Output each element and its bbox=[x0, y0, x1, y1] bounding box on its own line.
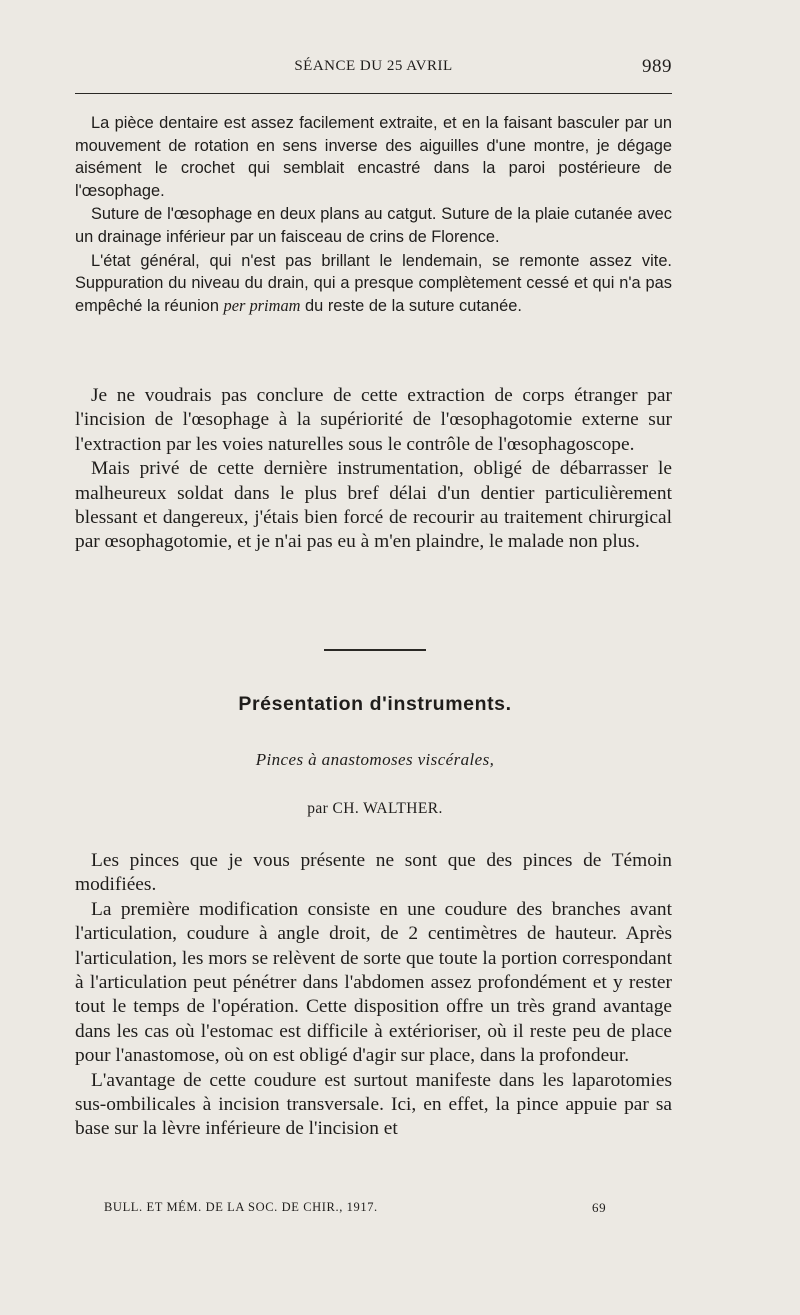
case-report-text bbox=[75, 112, 672, 317]
section-title: Présentation d'instruments. bbox=[238, 693, 512, 715]
page-number: 989 bbox=[642, 56, 672, 77]
paragraph: L'avantage de cette coudure est surtout manifeste dans les laparotomies sus-ombilicales à incision transversale. Ici, en effet, la pince appuie par sa base sur la lèvre inférieure de l'incision et bbox=[75, 1069, 672, 1140]
journal-reference: BULL. ET MÉM. DE LA SOC. DE CHIR., 1917. bbox=[104, 1200, 378, 1214]
paragraph: La première modification consiste en une coudure des branches avant l'articulation, coudure à angle droit, de 2 centimètres de hauteur. Après l'articulation, les mors se relèvent de sorte que toute la portion correspondant à l'articulation peut pénétrer dans l'abdomen assez profondément et y rester tout le temps de l'opération. Cette disposition offre un très grand avantage dans les cas où l'estomac est difficile à extérioriser, où il reste peu de place pour l'anastomose, où on est obligé d'agir sur place, dans la profondeur. bbox=[75, 898, 672, 1067]
author-line: par CH. WALTHER. bbox=[307, 800, 443, 817]
page-footer bbox=[104, 1200, 634, 1220]
conclusion-text bbox=[75, 384, 672, 555]
paragraph: Les pinces que je vous présente ne sont que des pinces de Témoin modifiées. bbox=[75, 850, 672, 896]
paragraph: Je ne voudrais pas conclure de cette extraction de corps étranger par l'incision de l'œsophage à la supériorité de l'œsophagotomie externe sur l'extraction par les voies naturelles sous le contrôle de l'œsophagoscope. bbox=[75, 385, 672, 455]
paragraph: La pièce dentaire est assez facilement extraite, et en la faisant basculer par un mouvement de rotation en sens inverse des aiguilles d'une montre, je dégage aisément le crochet qui semblait encastré dans la paroi postérieure de l'œsophage. bbox=[75, 114, 672, 200]
paragraph: Mais privé de cette dernière instrumentation, obligé de débarrasser le malheureux soldat dans le plus bref délai d'un dentier particulièrement blessant et dangereux, j'étais bien forcé de recourir au traitement chirurgical par œsophagotomie, et je n'ai pas eu à m'en plaindre, le malade non plus. bbox=[75, 458, 672, 553]
paragraph: Suture de l'œsophage en deux plans au catgut. Suture de la plaie cutanée avec un drainage inférieur par un faisceau de crins de Florence. bbox=[75, 205, 672, 246]
latin-phrase: per primam bbox=[223, 295, 301, 315]
header-rule bbox=[75, 93, 672, 94]
running-title: SÉANCE DU 25 AVRIL bbox=[294, 58, 453, 74]
signature-mark: 69 bbox=[592, 1200, 607, 1215]
instrument-text bbox=[75, 849, 672, 1142]
section-separator bbox=[324, 649, 426, 651]
page-header bbox=[75, 56, 672, 82]
section-subtitle: Pinces à anastomoses viscérales, bbox=[255, 750, 495, 769]
paragraph: L'état général, qui n'est pas brillant le lendemain, se remonte assez vite. Suppuration du niveau du drain, qui a presque complètement cessé et qui n'a pas empêché la réunion per primam du reste de la suture cutanée. bbox=[75, 251, 672, 315]
